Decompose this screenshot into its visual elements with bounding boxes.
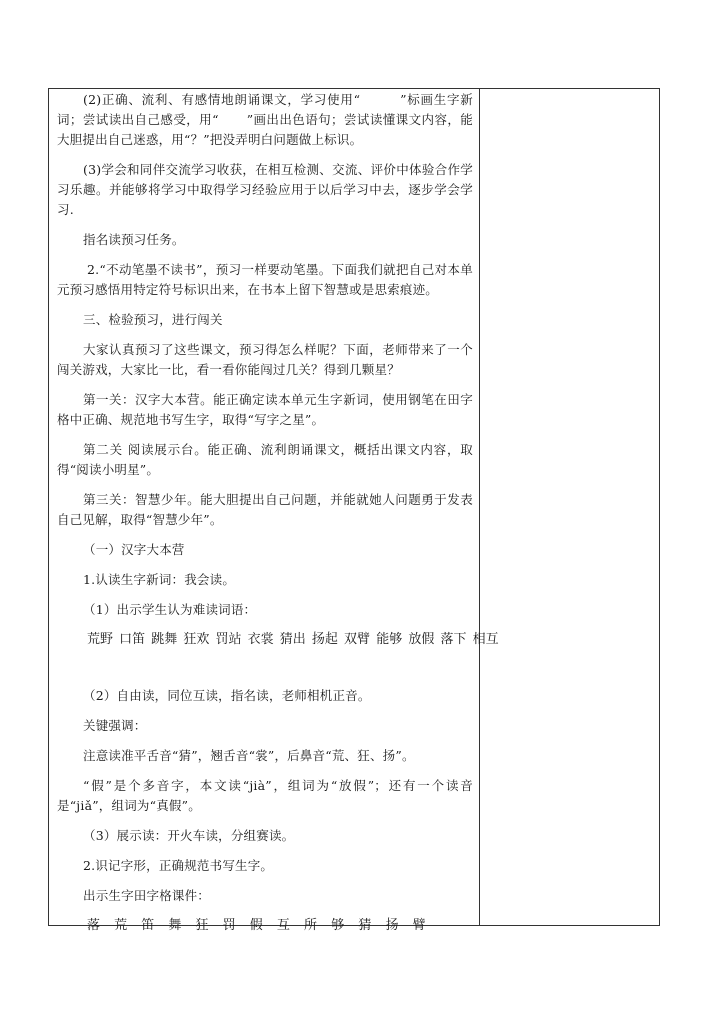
emphasis-heading: 关键强调： <box>83 718 147 733</box>
notes-cell <box>480 89 659 925</box>
polyphone-note: “假”是个多音字，本文读“jià”，组词为“放假”；还有一个读音是“jiǎ”，组词为“真假”。 <box>57 778 473 813</box>
task-1-heading: 1.认读生字新词：我会读。 <box>83 572 236 587</box>
intro-paragraph: 大家认真预习了这些课文，预习得怎么样呢？下面，老师带来了一个闯关游戏，大家比一比，看一看你能闯过几关？得到几颗星？ <box>57 342 473 377</box>
level-3-paragraph: 第三关：智慧少年。能大胆提出自己问题，并能就她人问题勇于发表自己见解，取得“智慧少年”。 <box>57 492 473 527</box>
task-1-step-3: （3）展示读：开火车读，分组赛读。 <box>83 828 295 843</box>
pronunciation-note: 注意读准平舌音“猜”，翘舌音“裳”，后鼻音“荒、狂、扬”。 <box>83 748 415 763</box>
difficult-words-list: 荒野 口笛 跳舞 狂欢 罚站 衣裳 猜出 扬起 双臂 能够 放假 落下 相互 <box>87 632 499 647</box>
lesson-plan-table <box>48 88 660 933</box>
section-heading: 三、检验预习，进行闯关 <box>83 312 223 327</box>
subsection-heading: （一）汉字大本营 <box>83 542 185 557</box>
goal-2-text-c: ”画出出色语句；尝试读懂课文内容，能大胆提出自己迷惑，用“？”把没弄明白问题做上标识。 <box>57 112 473 147</box>
goal-3-paragraph: (3)学会和同伴交流学习收获，在相互检测、交流、评价中体验合作学习乐趣。并能够将学习中取得学习经验应用于以后学习中去，逐步学会学习. <box>57 162 473 217</box>
character-list: 落 荒 笛 舞 狂 罚 假 互 所 够 猜 扬 臂 <box>87 918 431 933</box>
read-task-paragraph: 指名读预习任务。 <box>83 232 185 247</box>
step-2-paragraph: 2.“不动笔墨不读书”，预习一样要动笔墨。下面我们就把自己对本单元预习感悟用特定符号标识出来，在书本上留下智慧或是思索痕迹。 <box>57 262 473 297</box>
goal-2-paragraph <box>57 90 473 150</box>
level-2-paragraph: 第二关 阅读展示台。能正确、流利朗诵课文，概括出课文内容，取得“阅读小明星”。 <box>57 442 473 477</box>
level-1-paragraph: 第一关：汉字大本营。能正确定读本单元生字新词，使用钢笔在田字格中正确、规范地书写生字，取得“写字之星”。 <box>57 392 473 427</box>
lesson-content-cell <box>49 89 499 933</box>
task-1-step-2: （2）自由读，同位互读，指名读，老师相机正音。 <box>83 688 371 703</box>
goal-2-text-a: (2)正确、流利、有感情地朗诵课文，学习使用“ <box>83 92 361 107</box>
task-2-heading: 2.识记字形，正确规范书写生字。 <box>83 858 274 873</box>
task-1-step-1: （1）出示学生认为难读词语： <box>83 602 257 617</box>
goal-2-text-b: ”标画生字新词；尝试读出自己感受，用“ <box>57 92 474 127</box>
courseware-heading: 出示生字田字格课件： <box>83 888 211 903</box>
